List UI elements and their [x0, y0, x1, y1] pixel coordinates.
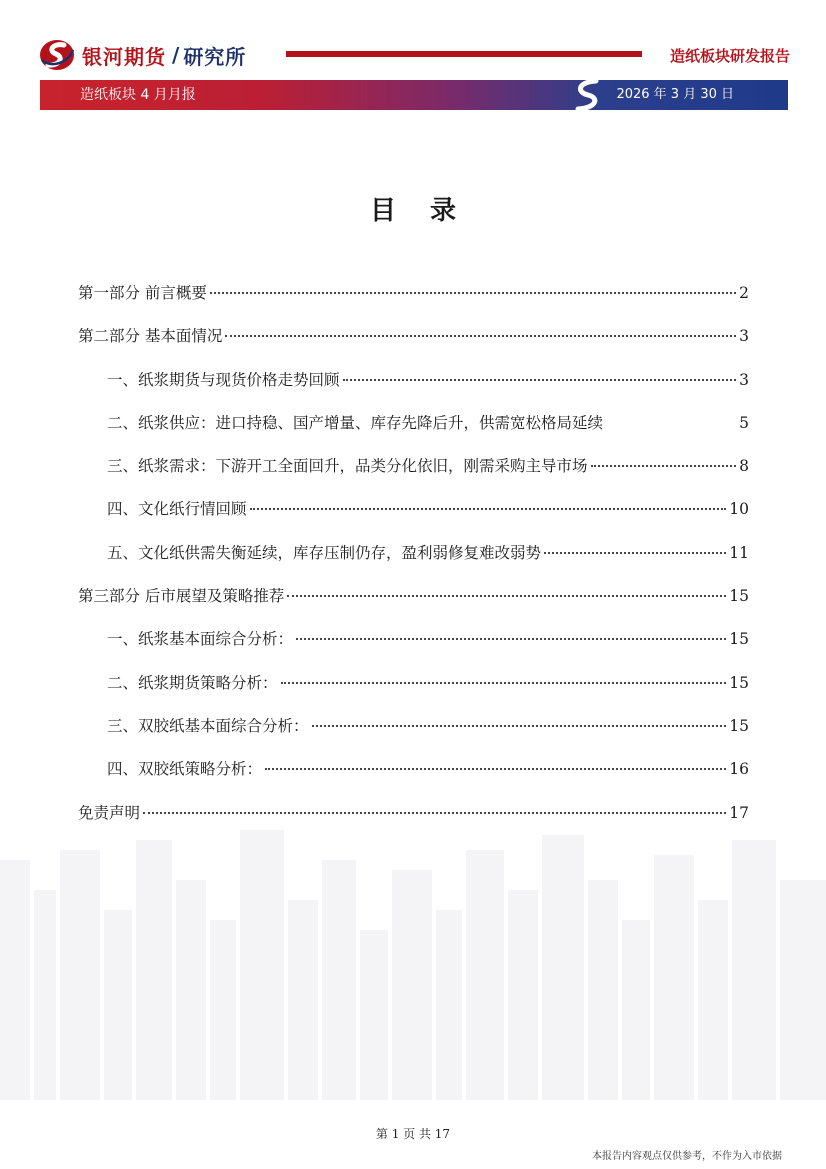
report-date: 2026 年 3 月 30 日: [616, 87, 734, 102]
department-name: 研究所: [183, 44, 247, 69]
toc-entry-page: 16: [729, 760, 749, 779]
toc-entry-label: 三、纸浆需求：下游开工全面回升，品类分化依旧，刚需采购主导市场: [107, 457, 588, 476]
toc-entry-page: 17: [729, 803, 749, 822]
toc-entry-page: 10: [729, 500, 749, 519]
toc-entry-page: 3: [739, 327, 749, 346]
toc-entry[interactable]: [78, 541, 749, 584]
toc-entry-label: 第二部分 基本面情况: [78, 327, 223, 346]
toc-entry-page: 2: [739, 284, 749, 302]
toc-entry[interactable]: [78, 411, 749, 454]
toc-leader: [265, 768, 726, 770]
toc-entry-page: 15: [729, 716, 749, 735]
toc-leader: [287, 595, 726, 597]
report-subtitle: 造纸板块 4 月月报: [80, 87, 196, 103]
toc-entry[interactable]: [78, 714, 749, 757]
toc-entry-label: 免责声明: [78, 803, 141, 822]
toc-leader: [225, 335, 736, 337]
company-name: 银河期货: [82, 44, 166, 69]
toc-entry-page: 3: [739, 370, 749, 389]
toc-leader: [544, 552, 726, 554]
toc-leader: [281, 682, 727, 684]
toc-leader: [296, 638, 726, 640]
report-type: 造纸板块研发报告: [669, 47, 790, 65]
toc-entry[interactable]: [78, 584, 749, 627]
toc-entry-label: 四、双胶纸策略分析：: [107, 760, 263, 779]
toc-entry-label: 二、纸浆供应：进口持稳、国产增量、库存先降后升，供需宽松格局延续: [107, 413, 604, 432]
toc-entry-label: 五、文化纸供需失衡延续，库存压制仍存，盈利弱修复难改弱势: [107, 543, 542, 562]
toc-leader: [312, 725, 727, 727]
page-number: 第 1 页 共 17: [375, 1127, 451, 1141]
toc-entry[interactable]: [78, 627, 749, 670]
galaxy-logo-icon: [38, 38, 76, 72]
toc-entry-label: 一、纸浆期货与现货价格走势回顾: [107, 370, 340, 389]
toc-leader: [343, 379, 737, 381]
toc-entry-label: 第一部分 前言概要: [78, 284, 207, 302]
skyline-watermark: [0, 820, 826, 1100]
toc-entry-page: 15: [729, 673, 749, 692]
toc-entry-page: 15: [729, 587, 749, 606]
toc-leader: [591, 465, 737, 467]
toc-entry-label: 第三部分 后市展望及策略推荐: [78, 587, 285, 606]
company-logo: [38, 38, 246, 72]
toc-entry[interactable]: [78, 497, 749, 540]
toc-entry-page: 11: [729, 543, 749, 562]
toc-entry-page: 5: [739, 413, 749, 432]
toc-leader: [143, 812, 726, 814]
toc-entry-label: 一、纸浆基本面综合分析：: [107, 630, 294, 649]
toc-entry-label: 二、纸浆期货策略分析：: [107, 673, 278, 692]
footer-disclaimer: 本报告内容观点仅供参考，不作为入市依据: [592, 1151, 782, 1162]
toc-leader: [250, 508, 727, 510]
toc-entry-page: 15: [729, 630, 749, 649]
toc-entry[interactable]: [78, 454, 749, 497]
toc-entry-label: 四、文化纸行情回顾: [107, 500, 247, 519]
toc-entry[interactable]: [78, 281, 749, 324]
toc-entry-label: 三、双胶纸基本面综合分析：: [107, 716, 309, 735]
toc-entry[interactable]: [78, 671, 749, 714]
toc-title: 目录: [369, 196, 490, 226]
header-rule: [286, 51, 642, 57]
header-band: [40, 80, 788, 110]
toc-leader: [210, 292, 736, 294]
toc-entry[interactable]: [78, 368, 749, 411]
toc-entry[interactable]: [78, 324, 749, 367]
toc-entry-page: 8: [739, 457, 749, 476]
logo-separator: /: [172, 43, 180, 67]
table-of-contents: [78, 281, 749, 844]
toc-entry[interactable]: [78, 757, 749, 800]
